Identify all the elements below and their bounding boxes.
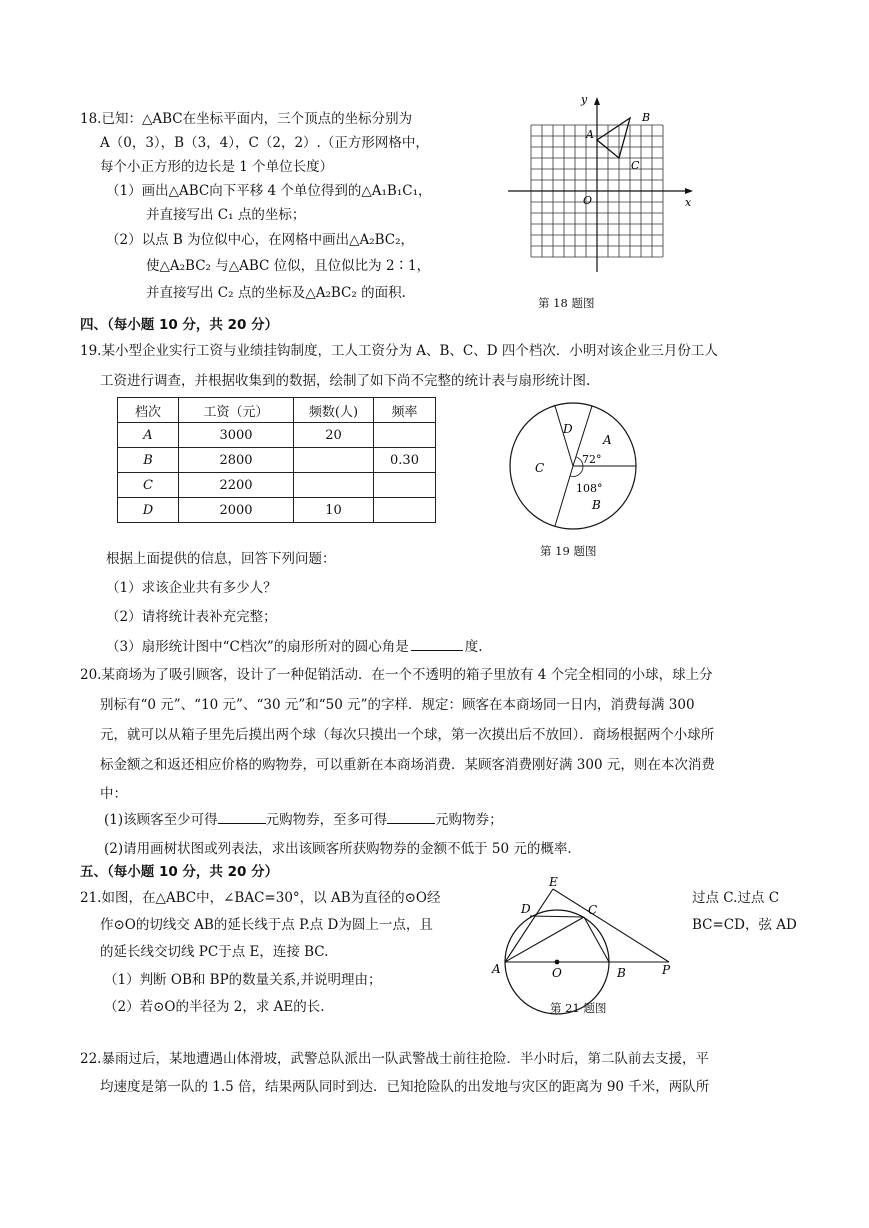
table-cell: C [118,473,179,498]
line-cb [584,917,609,962]
pie-label-c: C [535,461,545,475]
line-ac [505,917,584,962]
table-row [118,473,436,498]
answer-blank [387,811,435,824]
table-cell: 3000 [179,423,294,448]
table-cell: 2200 [179,473,294,498]
table-header: 频数(人) [294,398,374,423]
label-p: P [662,963,671,977]
q20-sub-1-text-b: 元购物券，至多可得 [265,812,388,828]
q22-line-2: 均速度是第一队的 1.5 倍，结果两队同时到达．已知抢险队的出发地与灾区的距离为 90 千米，两队所 [100,1079,710,1095]
q20-sub-1-text-a: (1)该顾客至少可得 [104,812,218,828]
q20-line-3: 元，就可以从箱子里先后摸出两个球（每次只摸出一个球，第一次摸出后不放回）．商场根据两个小球所 [100,727,715,743]
center-dot [555,960,560,965]
table-cell: B [118,448,179,473]
table-cell: 20 [294,423,374,448]
q21-caption: 第 21 题图 [550,1001,607,1015]
line-ae [505,889,553,962]
q18-caption: 第 18 题图 [538,296,595,310]
table-row [118,423,436,448]
table-cell: A [118,423,179,448]
y-axis-label: y [581,93,588,106]
table-cell: D [118,498,179,523]
table-cell: 2800 [179,448,294,473]
q20-line-4: 标金额之和返还相应价格的购物券，可以重新在本商场消费．某顾客消费刚好满 300 元，则在本次消费 [100,757,715,773]
q18-part2-line-1: （2）以点 B 为位似中心，在网格中画出△A₂BC₂， [106,232,415,248]
q19-pie-figure [505,402,645,532]
pie-angle-a: 72° [582,453,602,466]
table-cell [374,498,436,523]
q19-caption: 第 19 题图 [540,544,597,558]
table-header-row [118,398,436,423]
q18-part1-line-2: 并直接写出 C₁ 点的坐标； [146,207,306,223]
q21-line-1: 21.如图，在△ABC中，∠BAC=30°，以 AB为直径的⊙O经 [80,890,441,906]
q22-line-1: 22.暴雨过后，某地遭遇山体滑坡，武警总队派出一队武警战士前往抢险．半小时后，第二队前去支援，平 [80,1051,709,1067]
table-cell [294,448,374,473]
y-axis-arrow [594,97,600,105]
q19-intro: 根据上面提供的信息，回答下列问题： [106,551,336,567]
q19-sub-3-text: （3）扇形统计图中“C档次”的扇形所对的圆心角是 [106,639,409,655]
q21-sub-1: （1）判断 OB和 BP的数量关系,并说明理由； [104,972,382,988]
x-axis-label: x [685,196,692,209]
section-5-header: 五、（每小题 10 分，共 20 分） [80,864,279,880]
table-row [118,498,436,523]
table-header: 工资（元） [179,398,294,423]
q19-sub-3-unit: 度. [464,639,483,655]
line-ep [553,889,669,962]
pie-label-d: D [563,422,573,436]
q20-sub-2: (2)请用画树状图或列表法，求出该顾客所获购物券的金额不低于 50 元的概率. [104,841,572,857]
table-cell: 0.30 [374,448,436,473]
q18-part2-line-3: 并直接写出 C₂ 点的坐标及△A₂BC₂ 的面积. [146,285,406,301]
triangle-abc [597,118,630,158]
q21-line-1-right: 过点 C.过点 C [692,890,780,906]
q20-sub-1 [104,808,503,828]
q19-line-1: 19.某小型企业实行工资与业绩挂钩制度，工人工资分为 A、B、C、D 四个档次．小明对该企业三月份工人 [80,343,718,359]
table-cell [374,473,436,498]
table-header: 频率 [374,398,436,423]
q20-line-2: 别标有“0 元”、“10 元”、“30 元”和“50 元”的字样．规定：顾客在本商场同一日内，消费每满 300 [100,697,695,713]
q20-line-1: 20.某商场为了吸引顾客，设计了一种促销活动．在一个不透明的箱子里放有 4 个完全相同的小球，球上分 [80,667,713,683]
q18-line-1: 18.已知：△ABC在坐标平面内，三个顶点的坐标分别为 [80,111,413,127]
origin-label: O [583,194,593,207]
answer-blank [218,811,266,824]
q19-sub-3 [106,635,483,655]
point-a-label: A [586,128,594,141]
table-cell [374,423,436,448]
q21-circle-figure [487,870,687,1018]
x-axis-arrow [685,188,693,194]
q18-part1-line-1: （1）画出△ABC向下平移 4 个单位得到的△A₁B₁C₁， [106,183,432,199]
pie-radius-4 [555,406,573,466]
q18-line-3: 每个小正方形的边长是 1 个单位长度） [100,159,334,175]
q19-stats-table [117,397,436,523]
pie-angle-b: 108° [576,482,603,495]
q19-line-2: 工资进行调查，并根据收集到的数据，绘制了如下尚不完整的统计表与扇形统计图. [100,373,591,389]
pie-label-b: B [592,498,601,512]
q21-line-2-right: BC=CD，弦 AD [692,917,797,933]
point-c-label: C [631,159,640,172]
q18-grid-figure [505,90,705,280]
q21-sub-2: （2）若⊙O的半径为 2，求 AE的长. [104,999,325,1015]
q19-sub-1: （1）求该企业共有多少人？ [106,580,277,596]
table-cell: 2000 [179,498,294,523]
answer-blank [411,638,463,651]
label-e: E [549,875,558,889]
q19-sub-2: （2）请将统计表补充完整； [106,609,277,625]
section-4-header: 四、（每小题 10 分，共 20 分） [80,317,279,333]
label-o: O [552,966,562,980]
table-header: 档次 [118,398,179,423]
q21-line-2: 作⊙O的切线交 AB的延长线于点 P.点 D为圆上一点，且 [100,917,433,933]
table-row [118,448,436,473]
pie-label-a: A [603,433,612,447]
table-cell [294,473,374,498]
q20-line-5: 中： [100,786,127,802]
label-d: D [521,902,531,916]
q21-line-3: 的延长线交切线 PC于点 E，连接 BC. [100,944,329,960]
label-b: B [617,966,626,980]
pie-radius-3 [555,466,573,526]
table-cell: 10 [294,498,374,523]
point-b-label: B [642,111,651,124]
label-a: A [492,962,501,976]
label-c: C [588,903,598,917]
q18-line-2: A（0，3），B（3，4），C（2，2）.（正方形网格中， [100,135,429,151]
q18-part2-line-2: 使△A₂BC₂ 与△ABC 位似，且位似比为 2∶1， [146,258,431,274]
line-dc [530,916,584,917]
q20-sub-1-text-c: 元购物券； [435,812,503,828]
